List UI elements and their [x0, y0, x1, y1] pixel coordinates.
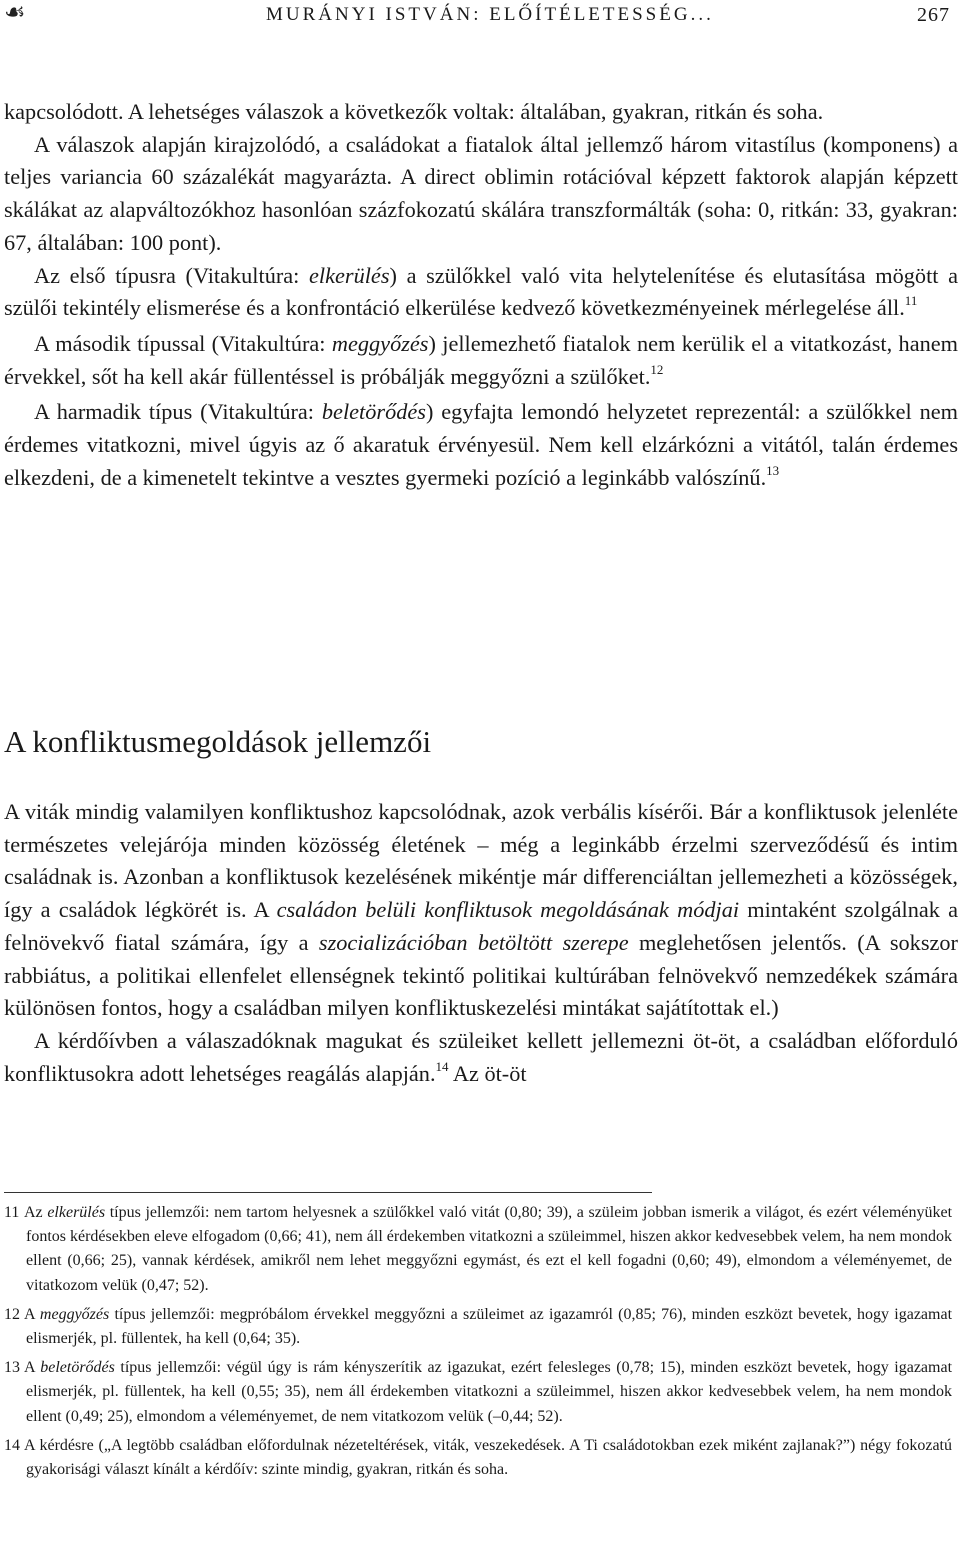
page-number: 267: [917, 4, 950, 26]
footnote-text: A kérdésre („A legtöbb családban előfordulnak nézeteltérések, viták, veszekedések. A Ti családotokban ezek miként zajlanak?”) négy fokozatú gyakorisági választ kínált a kérdőív: szinte mindig, gyakran, ritkán és soha.: [24, 1436, 952, 1479]
footnote-number: 12: [4, 1305, 20, 1323]
footnote-divider: [4, 1192, 652, 1193]
footnote-item: [4, 1303, 952, 1351]
paragraph-text: Az öt-öt: [448, 1060, 527, 1086]
paragraph-text: ) a szülőkkel való vita helytelenítése és elutasítása mögött a szülői tekintély elismerése és a konfrontáció elkerülése kedvező következményeinek mérlegelése áll.: [4, 262, 958, 321]
footnote-number: 11: [4, 1204, 20, 1221]
body-section-vitakultura: [4, 96, 958, 497]
paragraph: [4, 396, 958, 497]
paragraph-text: Az első típusra (Vitakultúra:: [34, 262, 310, 288]
footnote-reference[interactable]: 11: [904, 293, 918, 309]
paragraph: [4, 1025, 958, 1093]
paragraph: [4, 129, 958, 260]
paragraph-text: A válaszok alapján kirajzolódó, a családokat a fiatalok által jellemző három vitastílus (komponens) a teljes variancia 60 százalékát magyarázta. A direct oblimin rotációval képzett faktorok alapján képzett skálákat az alapváltozókhoz hasonlóan százfokozatú skálára transzformálták (soha: 0, ritkán: 33, gyakran: 67, általában: 100 pont).: [4, 131, 958, 255]
footnote-text: típus jellemzői: végül úgy is rám kényszerítik az igazukat, ezért felesleges (0,78; 15), minden eszközt bevetek, hogy igazamat elismerjék, pl. füllentek, ha kell (0,55; 35), nem áll érdekemben vitatkozni a szüleimmel, hiszen akkor kedvesebbek velem, ha nem mondok ellent (0,49; 25), elmondom a véleményemet, de nem vitatkozom velük (–0,44; 52).: [26, 1359, 953, 1425]
paragraph-text: A viták mindig valamilyen konfliktushoz kapcsolódnak, azok verbális kísérői. Bár a konfliktusok jelenléte természetes velejárója minden közösség életének – még a leginkább érzelmi szerveződésű és intim családnak is. Azonban a konfliktusok kezelésének mikéntje már differenciáltan jellemezheti a közösségek, így a családok légkörét is. A: [4, 799, 958, 923]
paragraph-text: A kérdőívben a válaszadóknak magukat és szüleiket kellett jellemezni öt-öt, a családban előforduló konfliktusokra adott lehetséges reagálás alapján.: [4, 1027, 958, 1086]
footnote-text: típus jellemzői: megpróbálom érvekkel meggyőzni a szüleimet az igazamról (0,85; 76), minden eszközt bevetek, hogy igazamat elismerjék, pl. füllentek, ha kell (0,64; 35).: [26, 1305, 953, 1348]
emphasis-term: meggyőzés: [39, 1305, 110, 1323]
paragraph-text: meglehetősen jelentős. (A sokszor rabbiátus, a politikai ellenfelet ellenségnek tekintő politikai kultúrában felnövekvő nemzedékek számára különösen fontos, hogy a családban milyen konfliktuskezelési mintákat sajátítottak el.): [4, 929, 958, 1021]
paragraph-text: mintaként szolgálnak a felnövekvő fiatal számára, így a: [4, 897, 958, 955]
fleuron-ornament-icon: ☙: [4, 0, 26, 26]
footnote-text: típus jellemzői: nem tartom helyesnek a szülőkkel való vitát (0,80; 39), a szüleim jobban ismerik a világot, és ezért véleményüket fontos kérdésekben eleve elfogadom (0,66; 41), nem áll érdekemben vitatkozni a szüleimmel, hiszen akkor kedvesebbek velem, ha nem mondok ellent (0,66; 25), vannak kérdések, amikről nem lehet meggyőzni egymást, és ezt el kell fogadni (0,60; 49), elmondom a véleményemet, de vitatkozom velük (0,47; 52).: [26, 1204, 953, 1294]
running-header: [0, 0, 960, 30]
footnote-text: A: [24, 1359, 41, 1377]
paragraph: [4, 96, 958, 129]
footnote-reference[interactable]: 13: [766, 462, 780, 478]
paragraph-text: kapcsolódott. A lehetséges válaszok a következők voltak: általában, gyakran, ritkán és soha.: [4, 99, 824, 124]
paragraph-text: ) egyfajta lemondó helyzetet reprezentál: a szülőkkel nem érdemes vitatkozni, mivel úgyis az ő akaratuk érvényesül. Nem kell elzárkózni a vitától, talán érdemes elkezdeni, de a kimenetelt tekintve a vesztes gyermeki pozíció a leginkább valószínű.: [4, 399, 958, 490]
footnote-reference[interactable]: 12: [650, 361, 664, 377]
paragraph-text: ) jellemezhető fiatalok nem kerülik el a vitatkozást, hanem érvekkel, sőt ha kell akár füllentéssel is próbálják meggyőzni a szülőket.: [4, 330, 958, 389]
emphasis-term: beletörődés: [40, 1359, 115, 1377]
paragraph-text: A második típussal (Vitakultúra:: [34, 330, 332, 356]
footnote-item: [4, 1434, 952, 1482]
paragraph: [4, 328, 958, 396]
paragraph-text: A harmadik típus (Vitakultúra:: [34, 399, 322, 425]
footnote-number: 14: [4, 1436, 20, 1454]
paragraph: [4, 796, 958, 1025]
footnote-reference[interactable]: 14: [435, 1058, 449, 1074]
emphasis-term: beletörődés: [321, 399, 426, 425]
emphasis-term: családon belüli konfliktusok megoldásának módjai: [276, 897, 740, 923]
paragraph: [4, 260, 958, 328]
footnote-text: Az: [24, 1204, 48, 1221]
emphasis-term: elkerülés: [309, 262, 390, 288]
footnote-number: 13: [4, 1359, 20, 1377]
footnotes: [4, 1201, 952, 1487]
footnote-item: [4, 1356, 952, 1429]
section-heading: A konfliktusmegoldások jellemzői: [4, 724, 432, 759]
emphasis-term: meggyőzés: [331, 330, 429, 356]
footnote-text: A: [24, 1305, 40, 1323]
emphasis-term: szocializációban betöltött szerepe: [318, 929, 629, 955]
running-title: MURÁNYI ISTVÁN: ELŐÍTÉLETESSÉG...: [266, 4, 714, 25]
emphasis-term: elkerülés: [47, 1204, 106, 1221]
body-section-konfliktus: [4, 796, 958, 1093]
footnote-item: [4, 1201, 952, 1298]
